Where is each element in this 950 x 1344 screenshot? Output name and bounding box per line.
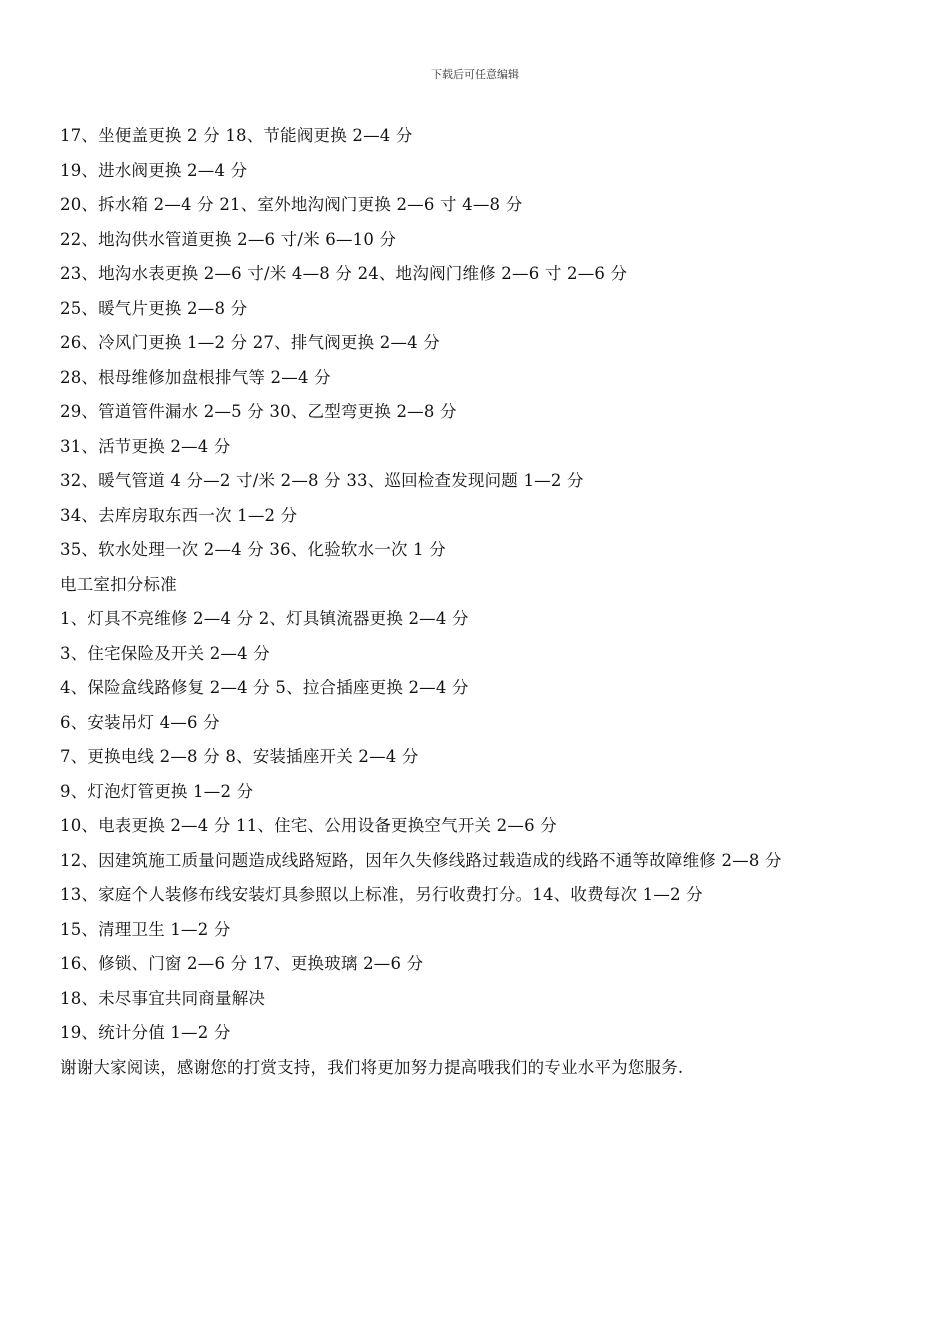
text-line: 22、地沟供水管道更换 2—6 寸/米 6—10 分 bbox=[60, 229, 397, 249]
text-line: 19、统计分值 1—2 分 bbox=[60, 1023, 231, 1042]
text-line: 3、住宅保险及开关 2—4 分 bbox=[60, 643, 270, 663]
text-line: 31、活节更换 2—4 分 bbox=[60, 436, 231, 456]
section-heading: 电工室扣分标准 bbox=[60, 574, 177, 594]
text-line: 17、坐便盖更换 2 分 18、节能阀更换 2—4 分 bbox=[60, 126, 413, 145]
text-line: 23、地沟水表更换 2—6 寸/米 4—8 分 24、地沟阀门维修 2—6 寸 2—6 分 bbox=[60, 264, 628, 283]
text-line: 35、软水处理一次 2—4 分 36、化验软水一次 1 分 bbox=[60, 540, 447, 559]
text-line: 16、修锁、门窗 2—6 分 17、更换玻璃 2—6 分 bbox=[60, 954, 424, 973]
text-line: 26、冷风门更换 1—2 分 27、排气阀更换 2—4 分 bbox=[60, 333, 441, 352]
page-header: 下载后可任意编辑 bbox=[431, 68, 519, 81]
text-line: 29、管道管件漏水 2—5 分 30、乙型弯更换 2—8 分 bbox=[60, 402, 457, 421]
document-body bbox=[60, 119, 920, 1085]
closing-note: 谢谢大家阅读，感谢您的打赏支持，我们将更加努力提高哦我们的专业水平为您服务. bbox=[60, 1057, 684, 1077]
text-line: 15、清理卫生 1—2 分 bbox=[60, 919, 231, 939]
text-line: 28、根母维修加盘根排气等 2—4 分 bbox=[60, 367, 331, 387]
text-line: 6、安装吊灯 4—6 分 bbox=[60, 712, 220, 732]
text-line: 4、保险盒线路修复 2—4 分 5、拉合插座更换 2—4 分 bbox=[60, 678, 469, 697]
text-line: 9、灯泡灯管更换 1—2 分 bbox=[60, 781, 254, 801]
text-line: 12、因建筑施工质量问题造成线路短路，因年久失修线路过载造成的线路不通等故障维修 2—8 分 bbox=[60, 850, 782, 870]
text-line: 1、灯具不亮维修 2—4 分 2、灯具镇流器更换 2—4 分 bbox=[60, 609, 469, 628]
text-line: 13、家庭个人装修布线安装灯具参照以上标准，另行收费打分。14、收费每次 1—2 分 bbox=[60, 885, 703, 904]
text-line: 19、进水阀更换 2—4 分 bbox=[60, 160, 248, 180]
text-line: 34、去库房取东西一次 1—2 分 bbox=[60, 505, 298, 525]
text-line: 20、拆水箱 2—4 分 21、室外地沟阀门更换 2—6 寸 4—8 分 bbox=[60, 195, 523, 214]
text-line: 7、更换电线 2—8 分 8、安装插座开关 2—4 分 bbox=[60, 747, 419, 766]
text-line: 32、暖气管道 4 分—2 寸/米 2—8 分 33、巡回检查发现问题 1—2 分 bbox=[60, 471, 584, 490]
text-line: 18、未尽事宜共同商量解决 bbox=[60, 988, 266, 1008]
text-line: 10、电表更换 2—4 分 11、住宅、公用设备更换空气开关 2—6 分 bbox=[60, 816, 557, 835]
text-line: 25、暖气片更换 2—8 分 bbox=[60, 298, 248, 318]
